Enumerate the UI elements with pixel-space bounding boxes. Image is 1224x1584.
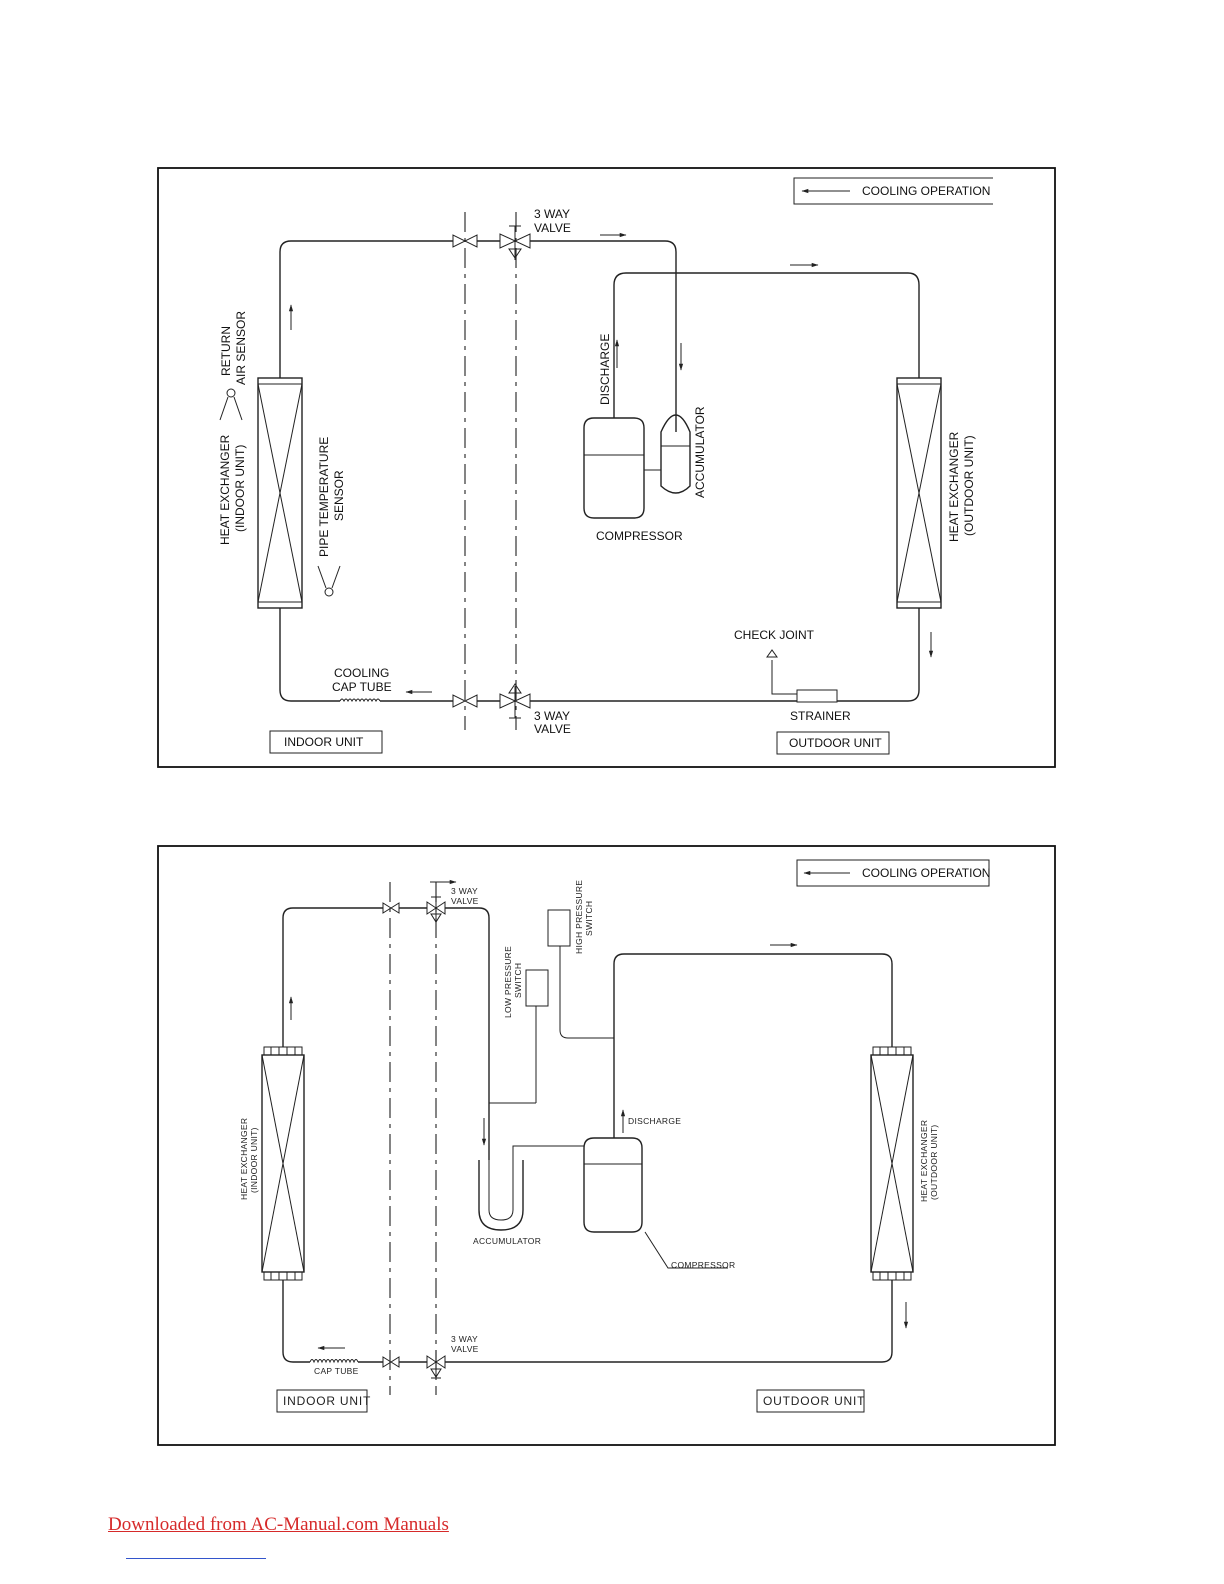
diagram-1-frame <box>158 168 1055 767</box>
legend-label: COOLING OPERATION <box>862 866 991 880</box>
outdoor-hx-label-1: HEAT EXCHANGER <box>919 1119 929 1202</box>
return-air-sensor-icon <box>220 389 242 420</box>
high-pressure-label-1: HIGH PRESSURE <box>574 879 584 954</box>
indoor-hx-label-1: HEAT EXCHANGER <box>218 434 232 545</box>
strainer-label: STRAINER <box>790 709 851 723</box>
cap-tube-label-2: CAP TUBE <box>332 680 392 694</box>
legend-label: COOLING OPERATION <box>862 184 991 198</box>
indoor-top-pipe <box>280 241 453 378</box>
low-pressure-label-1: LOW PRESSURE <box>503 945 513 1018</box>
indoor-bottom-pipe <box>280 608 340 701</box>
return-sensor-label-2: AIR SENSOR <box>234 310 248 385</box>
valve-top-label-1: 3 WAY <box>451 886 479 896</box>
check-joint-icon <box>767 650 777 657</box>
compressor-label: COMPRESSOR <box>671 1260 736 1270</box>
discharge-line <box>614 954 892 1138</box>
indoor-hx-label-1: HEAT EXCHANGER <box>239 1117 249 1200</box>
indoor-hx-label-2: (INDOOR UNIT) <box>233 444 247 532</box>
high-pressure-switch <box>548 910 570 946</box>
valve-bottom-label-2: VALVE <box>534 722 571 736</box>
indoor-unit-label: INDOOR UNIT <box>284 735 364 749</box>
cap-tube-label-1: COOLING <box>334 666 390 680</box>
outdoor-hx-label-2: (OUTDOOR UNIT) <box>962 435 976 536</box>
footer-source-link[interactable]: Downloaded from AC-Manual.com Manuals <box>108 1514 449 1535</box>
valve-top-label-2: VALVE <box>534 221 571 235</box>
compressor-label: COMPRESSOR <box>596 529 683 543</box>
valve-bottom-label-2: VALVE <box>451 1344 479 1354</box>
low-pressure-label-2: SWITCH <box>513 962 523 998</box>
compressor <box>584 1138 728 1268</box>
cap-tube-label: CAP TUBE <box>314 1366 359 1376</box>
indoor-hx-label-2: (INDOOR UNIT) <box>249 1127 259 1193</box>
diagram-2 <box>158 846 1055 1445</box>
indoor-heat-exchanger <box>258 378 302 608</box>
check-joint-line <box>772 660 797 694</box>
outdoor-heat-exchanger <box>871 1047 913 1280</box>
outdoor-heat-exchanger <box>897 378 941 608</box>
high-pressure-line <box>560 946 614 1038</box>
footer-underline <box>126 1558 266 1559</box>
discharge-label: DISCHARGE <box>598 333 612 405</box>
discharge-label: DISCHARGE <box>628 1116 682 1126</box>
service-valve-bottom <box>383 1350 445 1378</box>
indoor-unit-label: INDOOR UNIT <box>283 1394 372 1408</box>
compressor <box>584 418 644 518</box>
indoor-heat-exchanger <box>262 1047 304 1280</box>
service-valve-top <box>383 897 445 922</box>
accumulator <box>644 415 690 493</box>
pipe-sensor-label-1: PIPE TEMPERATURE <box>317 436 331 557</box>
accumulator-label: ACCUMULATOR <box>693 406 707 498</box>
accumulator <box>479 1146 584 1230</box>
indoor-top-pipe <box>283 908 383 1047</box>
legend-cooling-operation <box>797 860 990 886</box>
suction-line <box>665 241 676 432</box>
discharge-line <box>614 273 919 418</box>
high-pressure-label-2: SWITCH <box>584 900 594 936</box>
valve-top-label-1: 3 WAY <box>534 207 571 221</box>
accumulator-label: ACCUMULATOR <box>473 1236 542 1246</box>
valve-bottom-label-1: 3 WAY <box>534 709 571 723</box>
pipe-sensor-label-2: SENSOR <box>332 470 346 521</box>
indoor-bottom-pipe <box>283 1280 310 1362</box>
legend-cooling-operation <box>794 178 993 204</box>
strainer-body <box>797 690 837 702</box>
outdoor-hx-label-2: (OUTDOOR UNIT) <box>929 1124 939 1200</box>
outdoor-hx-label-1: HEAT EXCHANGER <box>947 431 961 542</box>
cap-tube-coil <box>310 1360 358 1363</box>
pipe-temperature-sensor-icon <box>318 566 340 596</box>
low-pressure-switch <box>526 970 548 1006</box>
suction-line <box>445 908 489 1160</box>
diagram-1 <box>158 168 1055 767</box>
check-joint-label: CHECK JOINT <box>734 628 815 642</box>
cap-tube-coil <box>340 699 380 701</box>
outdoor-unit-label: OUTDOOR UNIT <box>763 1394 866 1408</box>
valve-top-label-2: VALVE <box>451 896 479 906</box>
outdoor-unit-label: OUTDOOR UNIT <box>789 736 882 750</box>
return-sensor-label-1: RETURN <box>219 326 233 376</box>
valve-bottom-label-1: 3 WAY <box>451 1334 479 1344</box>
